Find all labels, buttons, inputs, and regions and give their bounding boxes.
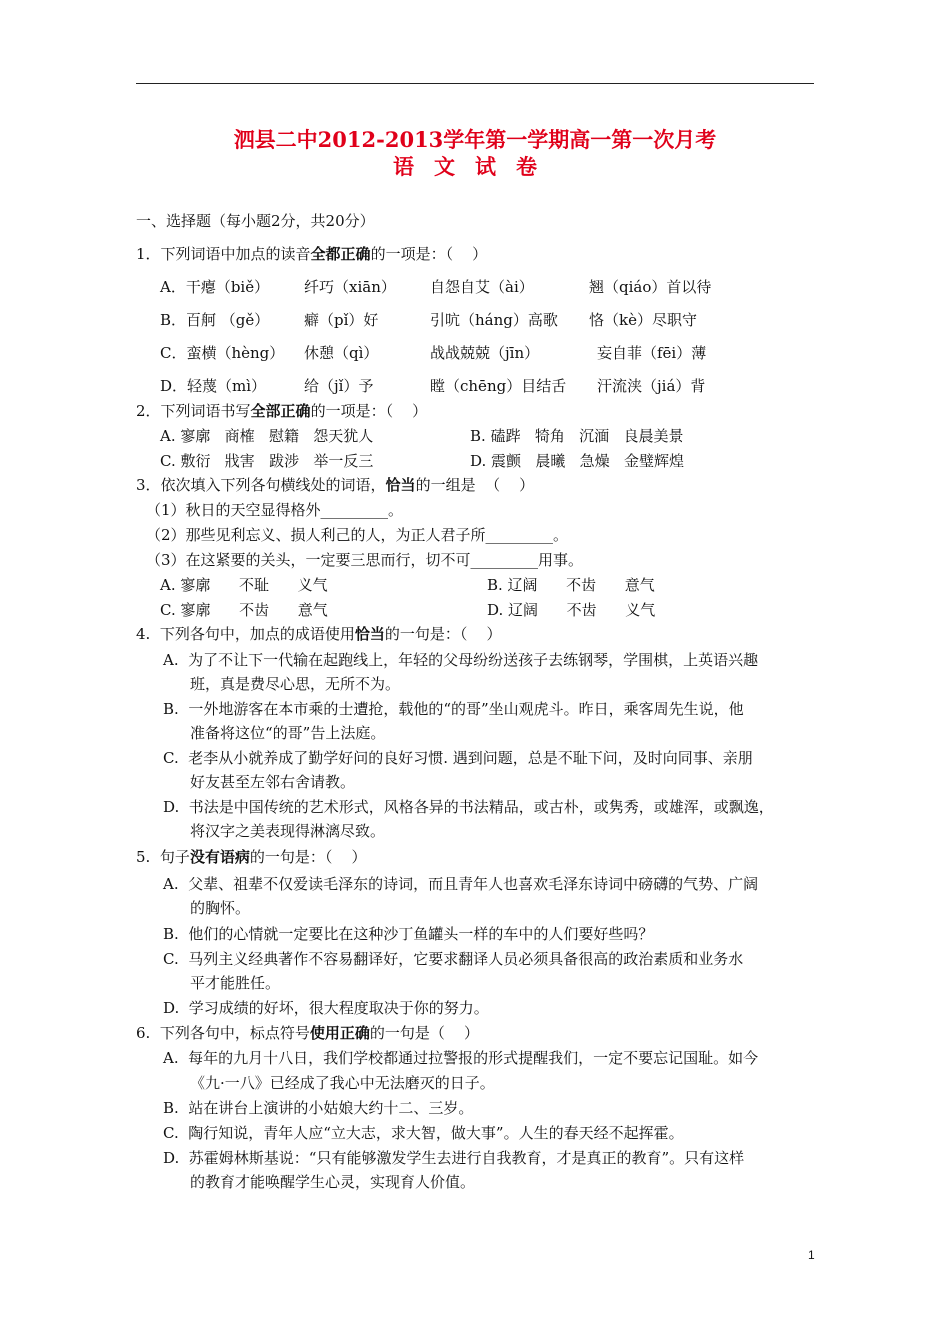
q2-option-d: D. 震颤 晨曦 急燥 金璧辉煌	[470, 452, 684, 470]
q1-d-3: 瞠（chēng）目结舌	[430, 377, 567, 395]
q3-option-b: B. 辽阔 不齿 意气	[487, 576, 655, 594]
q2-option-a: A. 寥廓 商榷 慰籍 怨天犹人	[160, 427, 374, 445]
q4-bold: 恰当	[354, 625, 385, 643]
q5-option-c-line2: 平才能胜任。	[190, 974, 281, 992]
q4-option-a-line1: A. 为了不让下一代输在起跑线上，年轻的父母纷纷送孩子去练钢琴，学围棋，上英语兴趣	[163, 651, 759, 669]
question-1-stem	[136, 244, 487, 264]
q6-pre: 6. 下列各句中，标点符号	[136, 1024, 310, 1042]
q3-option-c: C. 寥廓 不齿 意气	[160, 601, 328, 619]
q6-option-b: B. 站在讲台上演讲的小姑娘大约十二、三岁。	[163, 1099, 474, 1117]
q1-c-4: 妄自菲（fēi）薄	[597, 344, 707, 362]
q1-b-1: B．百舸 （gě）	[160, 311, 270, 329]
q5-option-a-line2: 的胸怀。	[190, 899, 251, 917]
q6-option-a-line1: A. 每年的九月十八日，我们学校都通过拉警报的形式提醒我们，一定不要忘记国耻。如今	[163, 1049, 759, 1067]
q1-c-2: 休憩（qì）	[304, 344, 379, 362]
section-heading: 一、选择题（每小题2分，共20分）	[136, 212, 375, 230]
q4-option-d-line1: D. 书法是中国传统的艺术形式，风格各异的书法精品，或古朴，或隽秀，或雄浑，或飘逸，	[163, 798, 774, 816]
q4-option-a-line2: 班，真是费尽心思，无所不为。	[190, 675, 401, 693]
q6-option-d-line2: 的教育才能唤醒学生心灵，实现育人价值。	[190, 1173, 476, 1191]
question-2-stem	[136, 401, 427, 421]
q5-option-b: B. 他们的心情就一定要比在这种沙丁鱼罐头一样的车中的人们要好些吗？	[163, 925, 654, 943]
exam-title: 泗县二中2012-2013学年第一学期高一第一次月考	[233, 127, 717, 152]
page-number: 1	[808, 1248, 815, 1262]
q2-bold: 全部正确	[250, 402, 311, 420]
question-4-stem	[136, 624, 501, 644]
q5-option-a-line1: A. 父辈、祖辈不仅爱读毛泽东的诗词，而且青年人也喜欢毛泽东诗词中磅礴的气势、广阔	[163, 875, 759, 893]
q1-a-1: A．干瘪（biě）	[160, 278, 270, 296]
q6-option-a-line2: 《九·一八》已经成了我心中无法磨灭的日子。	[190, 1074, 495, 1092]
q4-pre: 4. 下列各句中，加点的成语使用	[136, 625, 355, 643]
question-3-stem	[136, 475, 534, 495]
q3-option-a: A. 寥廓 不耻 义气	[160, 576, 328, 594]
q3-pre: 3．依次填入下列各句横线处的词语，	[136, 476, 386, 494]
q5-pre: 5. 句子	[136, 848, 190, 866]
q3-option-d: D. 辽阔 不齿 义气	[487, 601, 656, 619]
q1-c-1: C．蛮横（hèng）	[160, 344, 285, 362]
exam-subtitle: 语文试卷	[393, 154, 557, 179]
q1-d-2: 给（jǐ）予	[304, 377, 374, 395]
q3-item-1: （1）秋日的天空显得格外_________。	[146, 501, 404, 519]
q4-option-d-line2: 将汉字之美表现得淋漓尽致。	[190, 822, 386, 840]
q6-post: 的一句是（ ）	[369, 1024, 479, 1042]
q1-b-4: 恪（kè）尽职守	[589, 311, 697, 329]
q1-b-2: 癖（pǐ）好	[304, 311, 379, 329]
q4-post: 的一句是：（ ）	[384, 625, 502, 643]
q1-b-3: 引吭（háng）高歌	[430, 311, 558, 329]
q3-item-2: （2）那些见利忘义、损人利己的人，为正人君子所_________。	[146, 526, 569, 544]
q1-a-3: 自怨自艾（ài）	[430, 278, 534, 296]
q3-post: 的一组是 （ ）	[415, 476, 535, 494]
q1-a-4: 翘（qiáo）首以待	[589, 278, 712, 296]
q1-post: 的一项是：（ ）	[370, 245, 488, 263]
q1-a-2: 纤巧（xiān）	[304, 278, 396, 296]
question-6-stem	[136, 1023, 479, 1043]
q1-d-1: D．轻蔑（mì）	[160, 377, 267, 395]
q5-option-d: D. 学习成绩的好坏，很大程度取决于你的努力。	[163, 999, 489, 1017]
q3-bold: 恰当	[385, 476, 416, 494]
q6-option-c: C. 陶行知说，青年人应“立大志，求大智，做大事”。人生的春天经不起挥霍。	[163, 1124, 684, 1142]
q5-bold: 没有语病	[189, 848, 250, 866]
q1-d-4: 汗流浃（jiá）背	[597, 377, 706, 395]
q4-option-b-line2: 准备将这位“的哥”告上法庭。	[190, 724, 386, 742]
q1-bold: 全都正确	[310, 245, 371, 263]
q4-option-b-line1: B. 一外地游客在本市乘的士遭抢，载他的“的哥”坐山观虎斗。昨日，乘客周先生说，他	[163, 700, 744, 718]
q2-pre: 2．下列词语书写	[136, 402, 251, 420]
q2-option-b: B. 磕跸 犄角 沉湎 良晨美景	[470, 427, 684, 445]
q1-c-3: 战战兢兢（jīn）	[430, 344, 540, 362]
q6-bold: 使用正确	[309, 1024, 370, 1042]
q5-post: 的一句是：（ ）	[249, 848, 367, 866]
q6-option-d-line1: D. 苏霍姆林斯基说：“只有能够激发学生去进行自我教育，才是真正的教育”。只有这样	[163, 1149, 745, 1167]
q3-item-3: （3）在这紧要的关头，一定要三思而行，切不可_________用事。	[146, 551, 584, 569]
q5-option-c-line1: C. 马列主义经典著作不容易翻译好，它要求翻译人员必须具备很高的政治素质和业务水	[163, 950, 744, 968]
q2-option-c: C. 敷衍 戕害 跋涉 举一反三	[160, 452, 374, 470]
q4-option-c-line1: C. 老李从小就养成了勤学好问的良好习惯. 遇到问题，总是不耻下问，及时向同事、亲朋	[163, 749, 753, 767]
q1-pre: 1．下列词语中加点的读音	[136, 245, 311, 263]
q4-option-c-line2: 好友甚至左邻右舍请教。	[190, 773, 356, 791]
question-5-stem	[136, 847, 366, 867]
q2-post: 的一项是：（ ）	[310, 402, 428, 420]
header-rule	[136, 83, 814, 84]
